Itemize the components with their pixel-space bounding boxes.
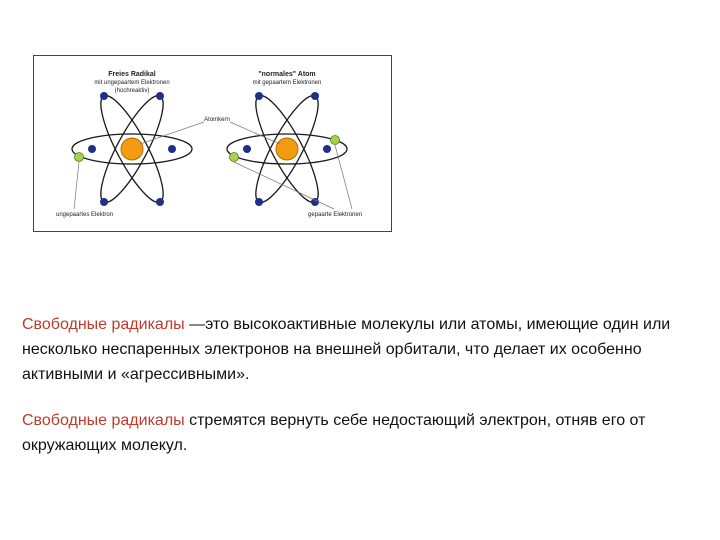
atom-diagram-figure	[33, 55, 392, 232]
nucleus	[276, 138, 298, 160]
atomkern-label: Atomkern	[204, 117, 230, 123]
nucleus	[121, 138, 143, 160]
electron	[311, 198, 319, 206]
left-title-line-2: mit ungepaartem Elektronen	[94, 80, 170, 86]
electron	[100, 92, 108, 100]
electron	[255, 198, 263, 206]
electron	[255, 92, 263, 100]
definition-text: —это высокоактивные молекулы или атомы, имеющие один или несколько неспаренных электронов на внешней орбитали, что делает их особенно активными и «агрессивными».	[22, 316, 671, 383]
electron-pair-member	[230, 153, 239, 162]
electron-pair-member	[331, 136, 340, 145]
normal-atom	[227, 89, 347, 209]
electron	[323, 145, 331, 153]
behavior-paragraph	[22, 408, 712, 458]
right-title-line-1: "normales" Atom	[258, 71, 316, 78]
atom-diagram-svg	[34, 56, 391, 231]
left-title-line-3: (hochreaktiv)	[114, 88, 150, 94]
right-title-line-2: mit gepaartem Elektronen	[252, 80, 322, 86]
electron	[243, 145, 251, 153]
electron	[168, 145, 176, 153]
electron	[88, 145, 96, 153]
electron	[311, 92, 319, 100]
left-title-line-1: Freies Radikal	[108, 71, 156, 78]
paired-electrons-label: gepaarte Elektronen	[308, 212, 363, 218]
definition-paragraph	[22, 312, 712, 387]
unpaired-electron	[75, 153, 84, 162]
electron	[156, 92, 164, 100]
unpaired-electron-label: ungepaartes Elektron	[56, 212, 114, 218]
free-radical-atom	[72, 89, 192, 209]
term-free-radicals: Свободные радикалы	[22, 412, 185, 429]
electron	[156, 198, 164, 206]
term-free-radicals: Свободные радикалы	[22, 316, 185, 333]
behavior-text: стремятся вернуть себе недостающий электрон, отняв его от окружающих молекул.	[22, 412, 646, 454]
electron	[100, 198, 108, 206]
